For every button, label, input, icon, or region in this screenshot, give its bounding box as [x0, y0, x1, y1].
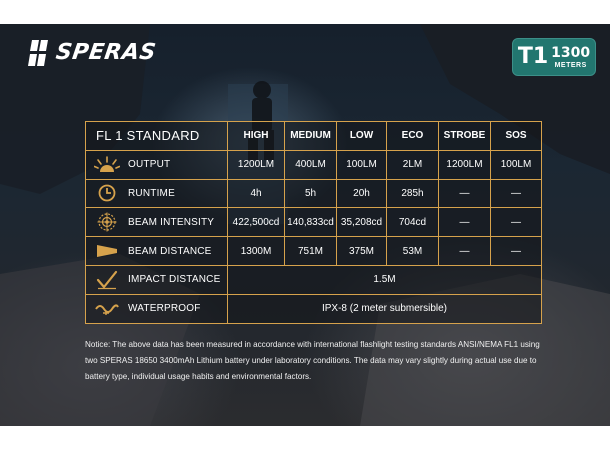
clock-icon: [86, 184, 128, 202]
table-cell: 20h: [337, 179, 387, 208]
table-row-output: [86, 150, 542, 179]
table-cell: 2LM: [387, 150, 439, 179]
column-header: MEDIUM: [285, 122, 337, 151]
table-header-row: [86, 122, 542, 151]
table-cell: 375M: [337, 237, 387, 266]
column-header: SOS: [491, 122, 542, 151]
row-label-waterproof: WATERPROOF: [128, 303, 201, 315]
impact-icon: [86, 270, 128, 290]
row-label-beam-intensity: BEAM INTENSITY: [128, 216, 215, 228]
speras-logo-icon: [26, 38, 50, 68]
row-label-output: OUTPUT: [128, 159, 171, 171]
table-cell-span: 1.5M: [228, 265, 542, 294]
row-label-runtime: RUNTIME: [128, 187, 175, 199]
table-cell: 704cd: [387, 208, 439, 237]
column-header: HIGH: [228, 122, 285, 151]
table-title: FL 1 STANDARD: [86, 122, 228, 151]
water-wave-icon: [86, 302, 128, 316]
brand-name: SPERAS: [54, 40, 158, 65]
notice-text: Notice: The above data has been measured in accordance with international flashlight testing standards ANSI/NEMA FL1 using two SPERAS 18650 3400mAh Lithium battery under laboratory conditions. The data may vary slightly during actual use due to battery type, individual usage habits and environmental factors.: [85, 340, 540, 381]
model-badge: [512, 38, 596, 76]
table-cell: —: [439, 179, 491, 208]
badge-unit: METERS: [554, 61, 587, 69]
table-cell: 100LM: [337, 150, 387, 179]
table-cell-span: IPX-8 (2 meter submersible): [228, 294, 542, 323]
table-cell: 751M: [285, 237, 337, 266]
table-cell: —: [491, 179, 542, 208]
product-banner: [0, 24, 610, 426]
table-row-waterproof: [86, 294, 542, 323]
sun-rays-icon: [86, 156, 128, 174]
table-cell: 5h: [285, 179, 337, 208]
column-header: STROBE: [439, 122, 491, 151]
column-header: LOW: [337, 122, 387, 151]
table-cell: 400LM: [285, 150, 337, 179]
beam-target-icon: [86, 212, 128, 232]
badge-model: T1: [517, 44, 549, 69]
table-row-runtime: [86, 179, 542, 208]
row-label-beam-distance: BEAM DISTANCE: [128, 245, 212, 257]
badge-lumens: 1300: [551, 44, 591, 61]
table-cell: —: [439, 208, 491, 237]
table-row-impact-distance: [86, 265, 542, 294]
table-cell: —: [491, 237, 542, 266]
table-cell: 53M: [387, 237, 439, 266]
table-cell: 1300M: [228, 237, 285, 266]
table-cell: —: [439, 237, 491, 266]
table-cell: —: [491, 208, 542, 237]
table-cell: 285h: [387, 179, 439, 208]
brand-logo: [26, 38, 156, 68]
table-cell: 1200LM: [228, 150, 285, 179]
table-row-beam-distance: [86, 237, 542, 266]
beam-distance-icon: [86, 243, 128, 259]
table-cell: 4h: [228, 179, 285, 208]
table-cell: 140,833cd: [285, 208, 337, 237]
table-cell: 35,208cd: [337, 208, 387, 237]
table-cell: 100LM: [491, 150, 542, 179]
table-cell: 422,500cd: [228, 208, 285, 237]
table-row-beam-intensity: [86, 208, 542, 237]
table-cell: 1200LM: [439, 150, 491, 179]
specs-table: [85, 121, 542, 324]
row-label-impact-distance: IMPACT DISTANCE: [128, 274, 221, 286]
column-header: ECO: [387, 122, 439, 151]
